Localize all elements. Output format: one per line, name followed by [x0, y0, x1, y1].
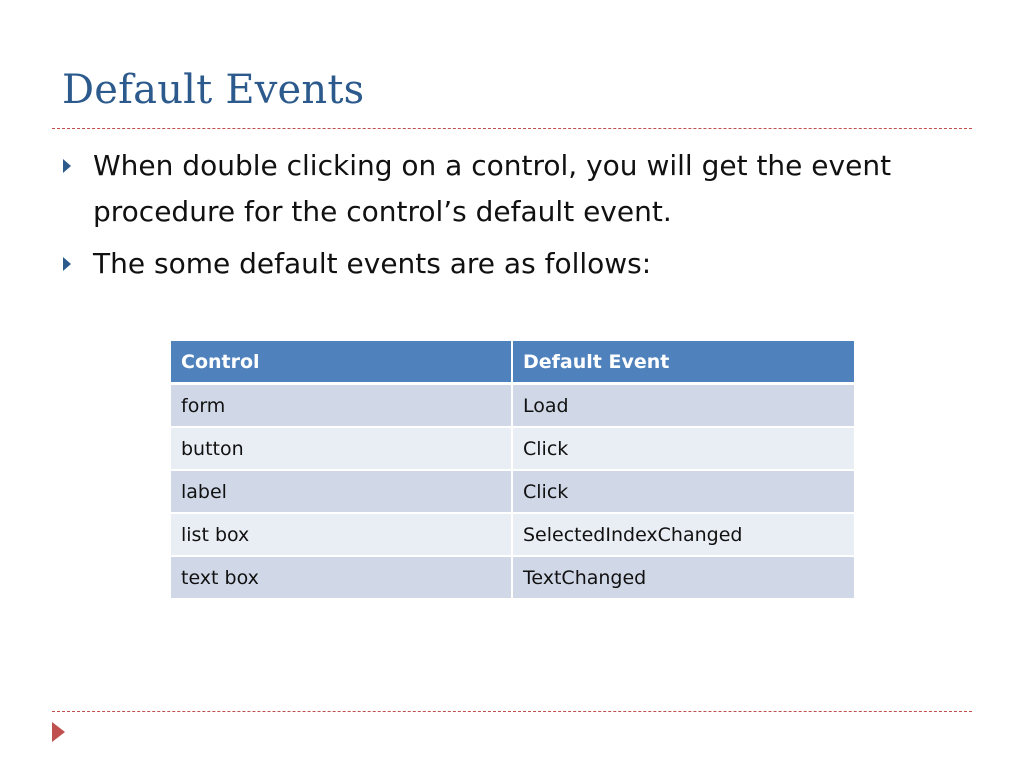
cell-default-event: SelectedIndexChanged [512, 513, 854, 556]
title-divider [52, 128, 972, 129]
slide-title: Default Events [62, 67, 365, 113]
table-header-row [171, 341, 854, 384]
bullet-arrow-icon [63, 159, 71, 173]
bullet-list [58, 143, 968, 293]
table-row [171, 427, 854, 470]
next-slide-arrow-icon[interactable] [52, 722, 65, 742]
bullet-item [58, 143, 968, 235]
table-row [171, 513, 854, 556]
cell-control: list box [171, 513, 512, 556]
header-control: Control [171, 341, 512, 384]
table-row [171, 470, 854, 513]
bullet-text: The some default events are as follows: [93, 247, 652, 280]
cell-control: text box [171, 556, 512, 599]
cell-default-event: TextChanged [512, 556, 854, 599]
table-row [171, 384, 854, 428]
footer-divider [52, 711, 972, 712]
bullet-arrow-icon [63, 257, 71, 271]
header-default-event: Default Event [512, 341, 854, 384]
cell-default-event: Load [512, 384, 854, 428]
cell-control: label [171, 470, 512, 513]
cell-control: button [171, 427, 512, 470]
cell-default-event: Click [512, 427, 854, 470]
bullet-text: When double clicking on a control, you will get the event procedure for the control’s default event. [93, 149, 892, 228]
default-events-table [171, 341, 854, 600]
cell-default-event: Click [512, 470, 854, 513]
cell-control: form [171, 384, 512, 428]
table-row [171, 556, 854, 599]
bullet-item [58, 241, 968, 287]
